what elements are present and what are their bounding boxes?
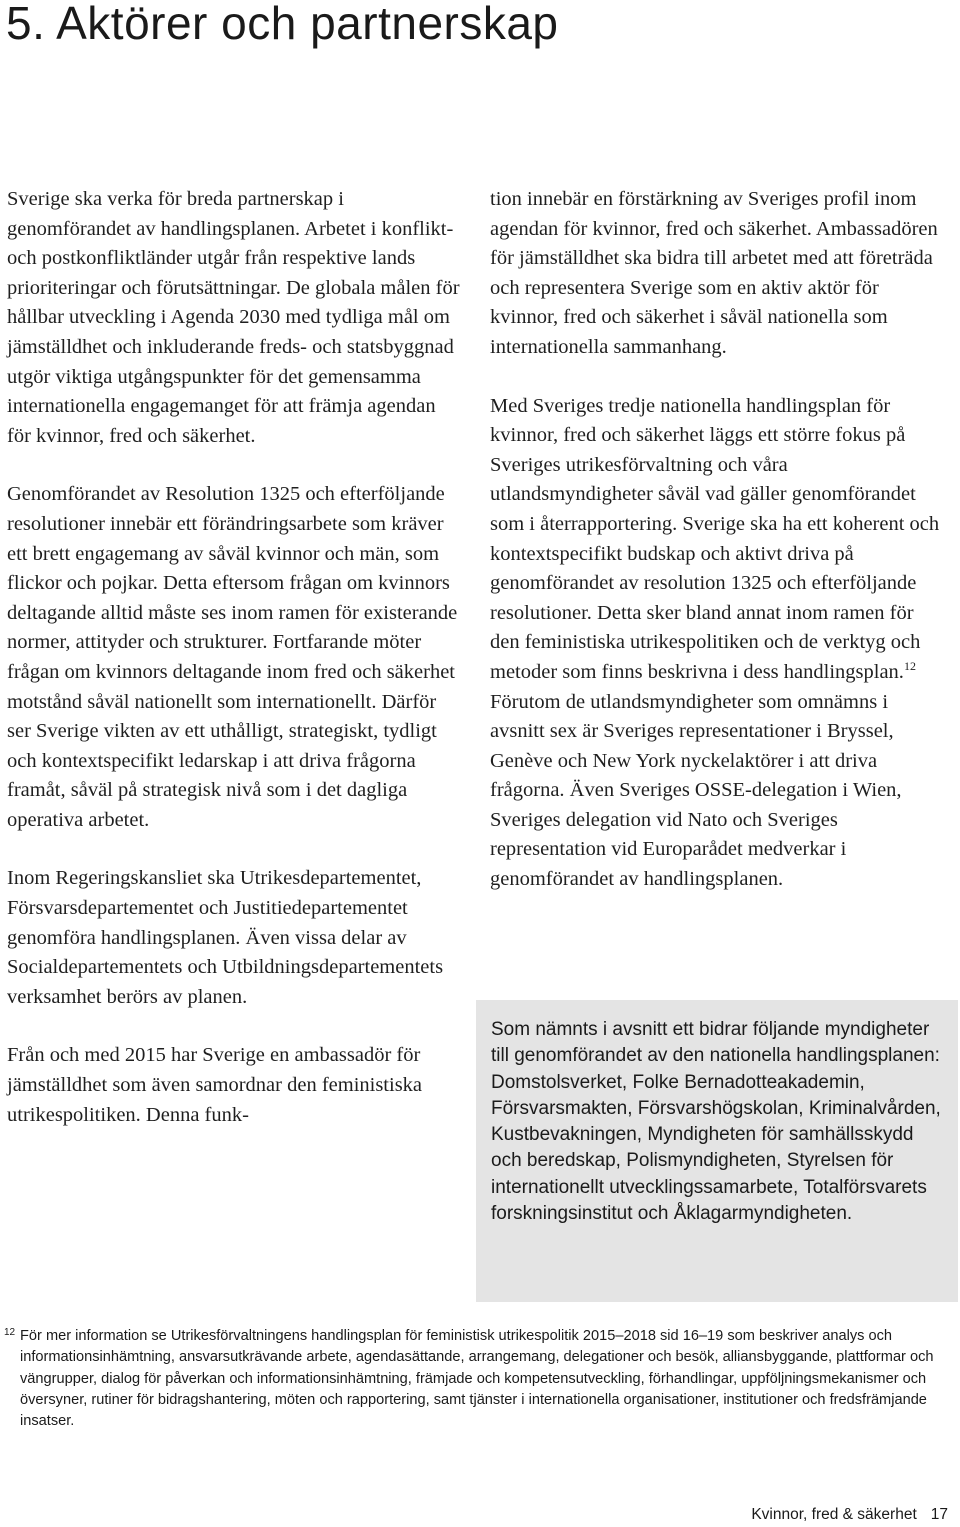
- running-footer: [751, 1506, 948, 1524]
- paragraph-ambassador: Från och med 2015 har Sverige en ambassadör för jämställdhet som även samordnar den feministiska utrikespolitiken. Denna funk-: [7, 1044, 423, 1126]
- footnote-reference[interactable]: 12: [903, 659, 916, 674]
- left-column: [7, 185, 463, 1159]
- footnote-number: 12: [4, 1327, 16, 1338]
- paragraph-government-offices: Inom Regeringskansliet ska Utrikesdepartementet, Försvarsdepartementet och Justitiedepartementet genomföra handlingsplanen. Även vissa delar av Socialdepartementets och Utbildningsdepartementets verksamhet berörs av planen.: [7, 867, 444, 1008]
- agencies-info-box: [476, 1000, 958, 1302]
- agencies-box-text: Som nämnts i avsnitt ett bidrar följande myndigheter till genomförandet av den nationella handlingsplanen: Domstolsverket, Folke Bernadotteakademin, Försvarsmakten, Försvarshögskolan, Kriminalvården, Kustbevakningen, Myndigheten för samhällsskydd och beredskap, Polismyndigheten, Styrelsen för internationellt utvecklingssamarbete, Totalförsvarets forskningsinstitut och Åklagarmyndigheten.: [491, 1019, 941, 1225]
- publication-title: Kvinnor, fred & säkerhet: [751, 1506, 917, 1523]
- paragraph-third-action-plan: [490, 392, 946, 895]
- paragraph-ambassador-continued: tion innebär en förstärkning av Sveriges profil inom agendan för kvinnor, fred och säkerhet. Ambassadören för jämställdhet ska bidra till arbetet med att företräda och representera Sverige som en aktiv aktör för kvinnor, fred och säkerhet i såväl nationella som internationella sammanhang.: [490, 188, 938, 358]
- paragraph-third-action-plan-part2: Förutom de utlandsmyndigheter som omnämns i avsnitt sex är Sveriges representationer i Bryssel, Genève och New York nyckelaktörer i att driva frågorna. Även Sveriges OSSE-delegation i Wien, Sveriges delegation vid Nato och Sveriges representation vid Europarådet medverkar i genomförandet av handlingsplanen.: [490, 690, 902, 891]
- footnote: [0, 1326, 950, 1432]
- footnote-text: För mer information se Utrikesförvaltningens handlingsplan för feministisk utrikespolitik 2015–2018 sid 16–19 som beskriver analys och informationsinhämtning, ansvarsutkrävande arbete, agendasättande, arrangemang, delegationer och besök, alliansbyggande, plattformar och vängrupper, dialog för påverkan och informationsinhämtning, främjade och kompetensutveckling, förhandlingar, uppföljningsmekanismer och översyner, rutiner för bidragshantering, möten och rapportering, samt tjänster i internationella organisationer, institutioner och fredsfrämjande insatser.: [20, 1328, 934, 1430]
- page-title: 5. Aktörer och partnerskap: [6, 0, 559, 49]
- page-number: 17: [930, 1506, 948, 1523]
- right-column: [490, 185, 946, 924]
- paragraph-third-action-plan-part1: Med Sveriges tredje nationella handlingsplan för kvinnor, fred och säkerhet läggs ett större fokus på Sveriges utrikesförvaltning och våra utlandsmyndigheter såväl vad gäller genomförandet som i återrapportering. Sverige ska ha ett koherent och kontextspecifikt budskap och aktivt driva på genomförandet av resolution 1325 och efterföljande resolutioner. Detta sker bland annat inom ramen för den feministiska utrikespolitiken och de verktyg och metoder som finns beskrivna i dess handlingsplan.: [490, 394, 940, 683]
- paragraph-partnerships: Sverige ska verka för breda partnerskap i genomförandet av handlingsplanen. Arbetet i konflikt- och postkonfliktländer utgår från respektive lands prioriteringar och förutsättningar. De globala målen för hållbar utveckling i Agenda 2030 med tydliga mål om jämställdhet och inkluderande freds- och statsbyggnad utgör viktiga utgångspunkter för det gemensamma internationella engagemanget för att främja agendan för kvinnor, fred och säkerhet.: [7, 188, 460, 447]
- paragraph-resolution-1325: Genomförandet av Resolution 1325 och efterföljande resolutioner innebär ett förändringsarbete som kräver ett brett engagemang av såväl kvinnor och män, som flickor och pojkar. Detta eftersom frågan om kvinnors deltagande alltid måste ses inom ramen för existerande normer, attityder och strukturer. Fortfarande möter frågan om kvinnors deltagande inom fred och säkerhet motstånd såväl nationellt som internationellt. Därför ser Sverige vikten av ett uthålligt, strategiskt, tydligt och kontextspecifikt ledarskap i att driva frågorna framåt, såväl på strategisk nivå som i det dagliga operativa arbetet.: [7, 483, 458, 831]
